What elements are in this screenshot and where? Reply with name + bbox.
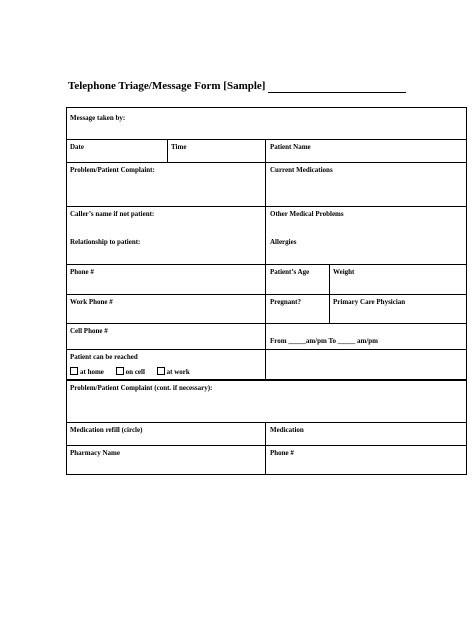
row-divider xyxy=(67,422,466,423)
form-title: Telephone Triage/Message Form [Sample] xyxy=(68,80,266,92)
pharmacy-name-label: Pharmacy Name xyxy=(70,449,120,457)
at-home-option[interactable] xyxy=(70,367,104,376)
problem-cont-label: Problem/Patient Complaint (cont. if necessary): xyxy=(70,384,213,392)
row-divider xyxy=(67,349,466,350)
pharmacy-phone-label: Phone # xyxy=(270,449,294,457)
at-home-label: at home xyxy=(80,368,104,376)
section-divider xyxy=(67,379,466,381)
on-cell-option[interactable] xyxy=(116,367,145,376)
column-divider xyxy=(265,422,266,475)
medication-refill-label: Medication refill (circle) xyxy=(70,426,143,434)
callers-name-label: Caller’s name if not patient: xyxy=(70,210,155,218)
from-to-label: From _____am/pm To _____ am/pm xyxy=(270,337,378,345)
phone-label: Phone # xyxy=(70,268,94,276)
at-work-checkbox[interactable] xyxy=(157,367,165,375)
weight-label: Weight xyxy=(333,268,355,276)
on-cell-checkbox[interactable] xyxy=(116,367,124,375)
patients-age-label: Patient’s Age xyxy=(270,268,310,276)
relationship-label: Relationship to patient: xyxy=(70,238,141,246)
allergies-label: Allergies xyxy=(270,238,297,246)
at-work-label: at work xyxy=(166,368,190,376)
row-divider xyxy=(67,445,466,446)
at-work-option[interactable] xyxy=(157,367,190,376)
other-medical-problems-label: Other Medical Problems xyxy=(270,210,344,218)
primary-care-physician-label: Primary Care Physician xyxy=(333,298,406,306)
pregnant-label: Pregnant? xyxy=(270,298,301,306)
problem-complaint-label: Problem/Patient Complaint: xyxy=(70,166,155,174)
reach-options xyxy=(70,367,200,376)
title-underline xyxy=(268,92,406,93)
time-label: Time xyxy=(171,143,187,151)
row-divider xyxy=(67,139,466,140)
row-divider xyxy=(67,206,466,207)
row-divider xyxy=(67,162,466,163)
current-medications-label: Current Medications xyxy=(270,166,333,174)
at-home-checkbox[interactable] xyxy=(70,367,78,375)
cell-phone-label: Cell Phone # xyxy=(70,327,108,335)
column-divider xyxy=(167,139,168,162)
patient-name-label: Patient Name xyxy=(270,143,311,151)
triage-form xyxy=(66,107,467,475)
work-phone-label: Work Phone # xyxy=(70,298,113,306)
medication-label: Medication xyxy=(270,426,304,434)
row-divider xyxy=(67,294,466,295)
patient-reached-label: Patient can be reached xyxy=(70,353,138,361)
column-divider xyxy=(329,264,330,323)
message-taken-by-label: Message taken by: xyxy=(70,114,126,122)
on-cell-label: on cell xyxy=(125,368,145,376)
column-divider xyxy=(265,139,266,379)
row-divider xyxy=(67,323,466,324)
date-label: Date xyxy=(70,143,84,151)
row-divider xyxy=(67,264,466,265)
